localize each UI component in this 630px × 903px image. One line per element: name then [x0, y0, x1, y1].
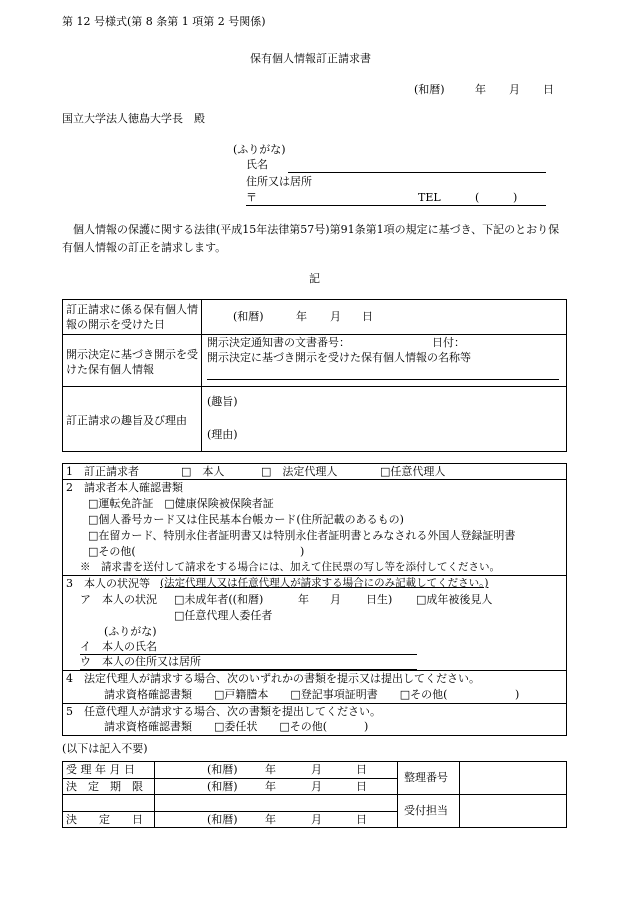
deadline-month: 月: [311, 780, 322, 793]
option-legal-agent[interactable]: □ 法定代理人: [261, 465, 338, 478]
option-adult-ward[interactable]: □成年被後見人: [416, 593, 493, 606]
principal-furigana-label: (ふりがな): [104, 625, 157, 638]
purpose-reason-label: 訂正請求の趣旨及び理由: [66, 414, 187, 427]
office-use-note: (以下は記入不要): [62, 742, 148, 755]
disclosure-year: 年: [296, 310, 307, 323]
voluntary-agent-docs-title: 5 任意代理人が請求する場合、次の書類を提出してください。: [66, 705, 381, 718]
principal-status-title: 3 本人の状況等: [66, 577, 150, 590]
id-docs-license[interactable]: □運転免許証 □健康保険被保険者証: [88, 497, 274, 510]
legal-agent-docs[interactable]: 請求資格確認書類 □戸籍謄本 □登記事項証明書 □その他(: [104, 688, 448, 701]
voluntary-agent-docs-close: ): [364, 720, 369, 733]
id-docs-residence[interactable]: □在留カード、特別永住者証明書又は特別永住者証明書とみなされる外国人登録証明書: [88, 529, 516, 542]
id-docs-title: 2 請求者本人確認書類: [66, 481, 183, 494]
deadline-year: 年: [265, 780, 276, 793]
option-self[interactable]: □ 本人: [181, 465, 225, 478]
deadline-day: 日: [356, 780, 367, 793]
received-date-label: 受 理 年 月 日: [66, 763, 135, 776]
principal-name-label: イ 本人の氏名: [80, 640, 157, 653]
addressee: 国立大学法人徳島大学長 殿: [62, 112, 205, 125]
intro-paragraph: 個人情報の保護に関する法律(平成15年法律第57号)第91条第1項の規定に基づき、下記のとおり保有個人情報の訂正を請求します。: [62, 223, 560, 254]
tel-label: TEL: [418, 191, 441, 204]
document-date-label: 日付：: [432, 336, 465, 349]
date-era: (和暦): [414, 83, 445, 96]
address-field[interactable]: [246, 205, 546, 206]
requester-type-label: 1 訂正請求者: [66, 465, 139, 478]
decision-month: 月: [311, 813, 322, 826]
tel-paren-open: (: [475, 191, 480, 204]
date-month: 月: [509, 83, 520, 96]
minor-year: 年: [298, 593, 309, 606]
option-delegator[interactable]: □任意代理人委任者: [174, 609, 273, 622]
page-title: 保有個人情報訂正請求書: [250, 52, 371, 65]
form-number: 第 12 号様式(第 8 条第 1 項第 2 号関係): [62, 15, 266, 28]
decision-era: (和暦): [207, 813, 238, 826]
principal-address-label: ウ 本人の住所又は居所: [80, 655, 201, 668]
received-month: 月: [311, 763, 322, 776]
voluntary-agent-docs[interactable]: 請求資格確認書類 □委任状 □その他(: [104, 720, 328, 733]
purpose-label[interactable]: (趣旨): [207, 395, 238, 408]
legal-agent-docs-title: 4 法定代理人が請求する場合、次のいずれかの書類を提示又は提出してください。: [66, 672, 480, 685]
info-name-field[interactable]: [207, 379, 559, 380]
tel-paren-close: ): [513, 191, 518, 204]
option-voluntary-agent[interactable]: □任意代理人: [380, 465, 446, 478]
ki-mark: 記: [309, 272, 320, 285]
address-label: 住所又は居所: [246, 175, 312, 188]
id-docs-mynumber[interactable]: □個人番号カード又は住民基本台帳カード(住所記載のあるもの): [88, 513, 404, 526]
received-era: (和暦): [207, 763, 238, 776]
name-field[interactable]: [288, 172, 546, 173]
principal-status-note: (法定代理人又は任意代理人が請求する場合にのみ記載してください。): [160, 577, 489, 589]
received-year: 年: [265, 763, 276, 776]
reason-label[interactable]: (理由): [207, 428, 238, 441]
decision-day: 日: [356, 813, 367, 826]
disclosure-day: 日: [362, 310, 373, 323]
option-minor[interactable]: □未成年者((和暦): [174, 593, 264, 606]
principal-status-label: ア 本人の状況: [80, 593, 157, 606]
date-day: 日: [543, 83, 554, 96]
received-day: 日: [356, 763, 367, 776]
id-docs-other-close: ): [300, 545, 305, 558]
disclosure-date-label: 訂正請求に係る保有個人情報の開示を受けた日: [66, 303, 198, 331]
name-label: 氏名: [246, 158, 268, 171]
decision-date-label: 決 定 日: [66, 813, 143, 826]
disclosure-era: (和暦): [233, 310, 264, 323]
document-number-label: 開示決定通知書の文書番号：: [207, 336, 350, 349]
minor-born: 日生): [366, 593, 393, 606]
mail-note: ※ 請求書を送付して請求をする場合には、加えて住民票の写し等を添付してください。: [80, 561, 500, 573]
id-docs-other[interactable]: □その他(: [88, 545, 136, 558]
decision-year: 年: [265, 813, 276, 826]
reference-number-label: 整理番号: [404, 771, 448, 784]
deadline-label: 決 定 期 限: [66, 780, 143, 793]
furigana-label: (ふりがな): [233, 143, 286, 156]
date-year: 年: [475, 83, 486, 96]
postal-mark: 〒: [246, 191, 257, 204]
info-name-label: 開示決定に基づき開示を受けた保有個人情報の名称等: [207, 351, 471, 364]
reception-staff-label: 受付担当: [404, 804, 448, 817]
legal-agent-docs-close: ): [515, 688, 520, 701]
disclosure-month: 月: [330, 310, 341, 323]
disclosed-info-label: 開示決定に基づき開示を受けた保有個人情報: [66, 348, 198, 376]
principal-address-field[interactable]: [80, 669, 417, 670]
deadline-era: (和暦): [207, 780, 238, 793]
minor-month: 月: [330, 593, 341, 606]
